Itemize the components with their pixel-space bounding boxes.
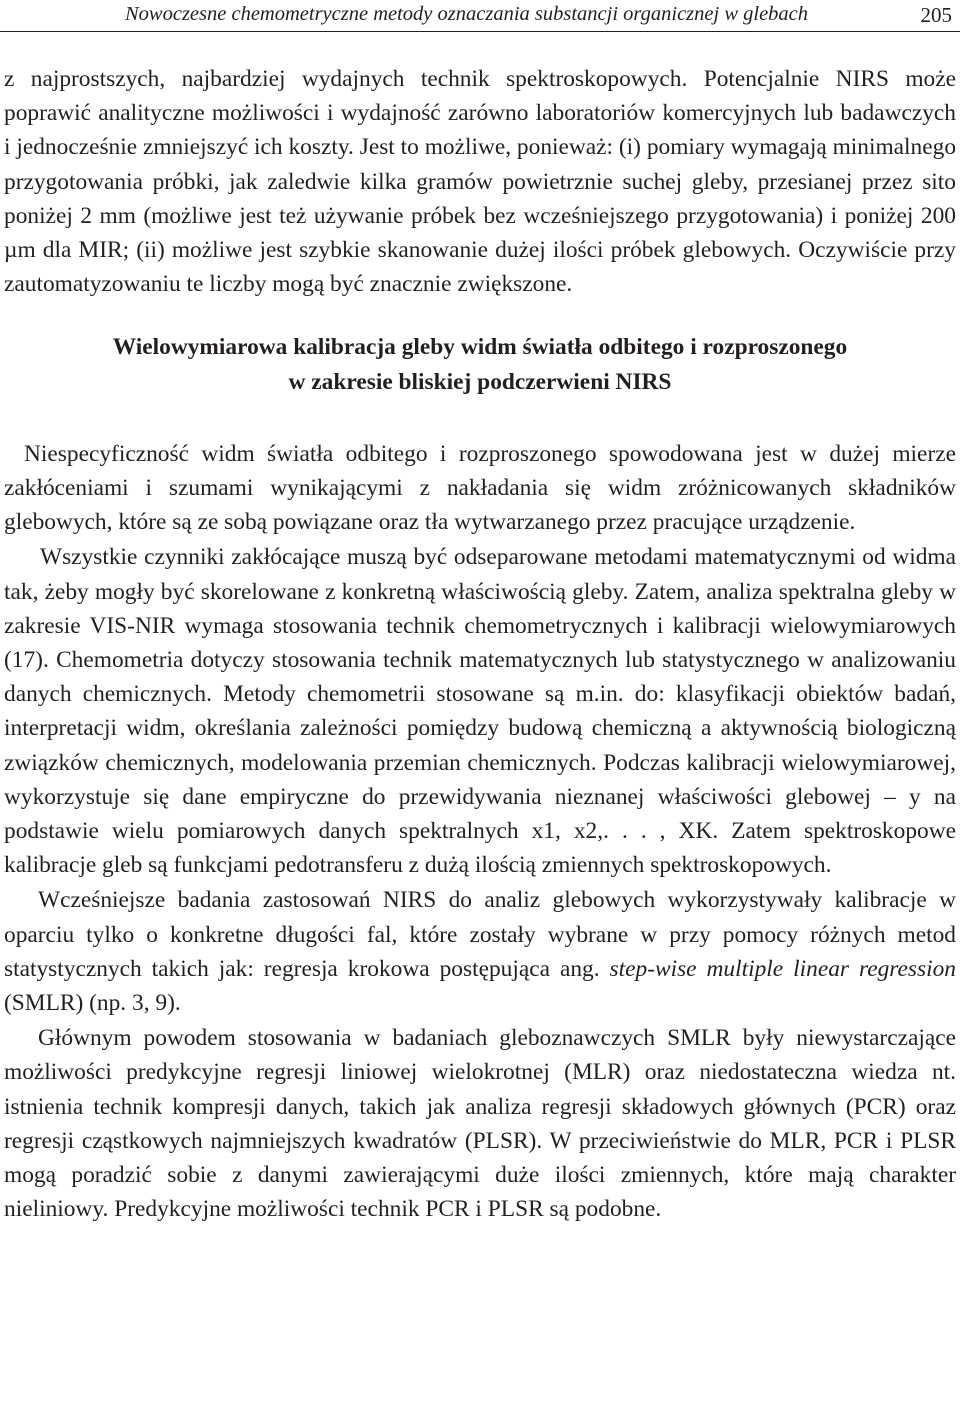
running-header [0, 0, 960, 32]
section-heading-line-2: w zakresie bliskiej podczerwieni NIRS [288, 368, 672, 395]
smlr-english-term: step-wise multiple linear regression [609, 955, 956, 982]
section-heading-line-1: Wielowymiarowa kalibracja gleby widm światła odbitego i rozproszonego [112, 334, 848, 361]
earlier-research-text-end: (SMLR) (np. 3, 9). [4, 990, 181, 1017]
paragraph-chemometrics: Wszystkie czynniki zakłócające muszą być odseparowane metodami matematycznymi od widma tak, żeby mogły być skorelowane z konkretną właściwością gleby. Zatem, analiza spektralna gleby w zakresie VIS-NIR wymaga stosowania technik chemometrycznych i kalibracji wielowymiarowych (17). Chemometria dotyczy stosowania technik matematycznych lub statystycznego w analizowaniu danych chemicznych. Metody chemometrii stosowane są m.in. do: klasyfikacji obiektów badań, interpretacji widm, określania zależności pomiędzy budową chemiczną a aktywnością biologiczną związków chemicznych, modelowania przemian chemicznych. Podczas kalibracji wielowymiarowej, wykorzystuje się dane empiryczne do przewidywania nieznanej właściwości glebowej – y na podstawie wielu pomiarowych danych spektralnych x1, x2,. . . , XK. Zatem spektroskopowe kalibracje gleb są funkcjami pedotransferu z dużą ilością zmiennych spektroskopowych. [4, 544, 956, 879]
paragraph-smlr-reasons: Głównym powodem stosowania w badaniach gleboznawczych SMLR były niewystarczające możliwości predykcyjne regresji liniowej wielokrotnej (MLR) oraz niedostateczna wiedza nt. istnienia technik kompresji danych, takich jak analiza regresji składowych głównych (PCR) oraz regresji cząstkowych najmniejszych kwadratów (PLSR). W przeciwieństwie do MLR, PCR i PLSR mogą poradzić sobie z danymi zawierającymi duże ilości zmiennych, które mają charakter nieliniowy. Predykcyjne możliwości technik PCR i PLSR są podobne. [4, 1025, 956, 1223]
paragraph-intro: z najprostszych, najbardziej wydajnych technik spektroskopowych. Potencjalnie NIRS może poprawić analityczne możliwości i wydajność zarówno laboratoriów komercyjnych lub badawczych i jednocześnie zmniejszyć ich koszty. Jest to możliwe, ponieważ: (i) pomiary wymagają minimalnego przygotowania próbki, jak zaledwie kilka gramów powietrznie suchej gleby, przesianej przez sito poniżej 2 mm (możliwe jest też używanie próbek bez wcześniejszego przygotowania) i poniżej 200 µm dla MIR; (ii) możliwe jest szybkie skanowanie dużej ilości próbek glebowych. Oczywiście przy zautomatyzowaniu te liczby mogą być znacznie zwiększone. [4, 66, 957, 298]
paragraph-nonspecificity: Niespecyficzność widm światła odbitego i rozproszonego spowodowana jest w dużej mierze zakłóceniami i szumami wynikającymi z nakładania się widm zróżnicowanych składników glebowych, które są ze sobą powiązane oraz tła wytwarzanego przez pracujące urządzenie. [4, 440, 956, 536]
section-heading [4, 330, 956, 398]
paragraph-earlier-research [4, 883, 956, 1020]
page-body [4, 62, 956, 1227]
earlier-research-text-start: Wcześniejsze badania zastosowań NIRS do analiz glebowych wykorzystywały kalibracje w oparciu tylko o konkretne długości fal, które zostały wybrane w przy pomocy różnych metod statystycznych takich jak: regresja krokowa postępująca ang. [4, 887, 956, 982]
page-number: 205 [920, 3, 952, 27]
running-title: Nowoczesne chemometryczne metody oznaczania substancji organicznej w glebach [125, 3, 809, 25]
